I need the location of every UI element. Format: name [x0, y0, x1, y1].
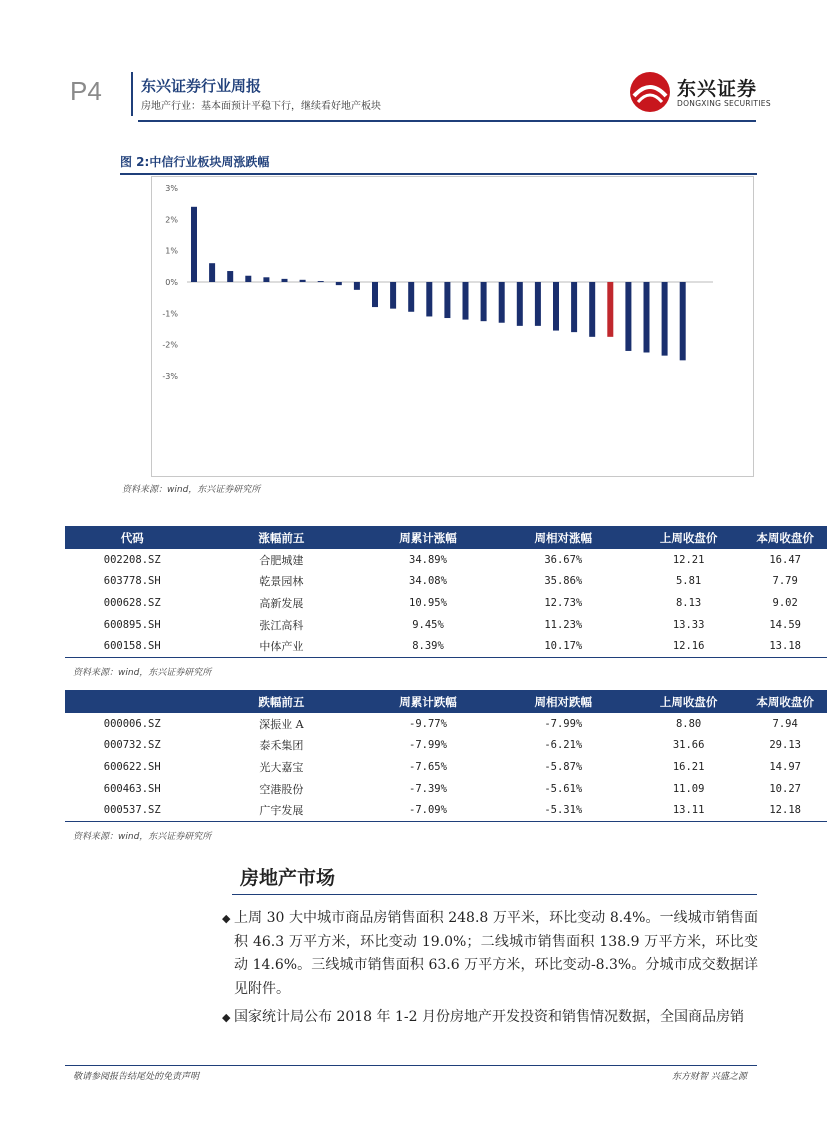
- bar: [499, 282, 505, 323]
- bar: [263, 277, 269, 282]
- bar: [318, 281, 324, 282]
- prev-close: 8.80: [675, 717, 702, 730]
- table-row: [65, 592, 827, 614]
- col-header: 跌幅前五: [199, 690, 363, 713]
- footer-rule: [65, 1065, 757, 1066]
- col-header: 上周收盘价: [634, 690, 743, 713]
- this-close: 14.59: [769, 618, 801, 631]
- header-divider: [131, 72, 133, 116]
- prev-close: 16.21: [672, 760, 705, 773]
- y-tick-label: 1%: [165, 246, 178, 256]
- this-close: 9.02: [772, 596, 798, 609]
- this-close: 12.18: [743, 799, 827, 821]
- bar: [191, 207, 197, 282]
- bar: [227, 271, 233, 282]
- bar: [680, 282, 686, 360]
- this-close: 7.94: [772, 717, 798, 730]
- bar: [390, 282, 396, 309]
- report-subtitle: 房地产行业：基本面预计平稳下行，继续看好地产板块: [141, 101, 381, 112]
- bar: [625, 282, 631, 351]
- diamond-bullet-icon: ◆: [222, 1011, 231, 1024]
- y-tick-label: 2%: [165, 215, 178, 225]
- gainers-source: 资料来源：wind，东兴证券研究所: [73, 668, 212, 678]
- col-header: 涨幅前五: [199, 526, 363, 549]
- y-tick-label: -1%: [162, 309, 178, 319]
- logo-cn-text: 东兴证券: [677, 78, 758, 100]
- col-header: 上周收盘价: [634, 526, 743, 549]
- y-tick-label: 3%: [165, 184, 178, 193]
- cum-change: -7.39%: [409, 782, 447, 795]
- rel-change: 35.86%: [544, 575, 583, 588]
- this-close: 10.27: [769, 782, 801, 795]
- stock-code: 002208.SZ: [103, 553, 161, 566]
- bar: [372, 282, 378, 307]
- rel-change: -5.31%: [493, 799, 634, 821]
- this-close: 13.18: [743, 635, 827, 657]
- y-tick-label: -2%: [162, 340, 178, 350]
- rel-change: -7.99%: [544, 717, 583, 730]
- cum-change: 9.45%: [412, 618, 444, 631]
- stock-name: 广宇发展: [199, 799, 363, 821]
- bullet-text: 国家统计局公布 2018 年 1-2 月份房地产开发投资和销售情况数据，全国商品房销: [234, 1009, 744, 1025]
- y-tick-label: 0%: [165, 278, 178, 287]
- bar: [463, 282, 469, 320]
- this-close: 29.13: [769, 739, 801, 752]
- table-row: [65, 571, 827, 593]
- rel-change: 36.67%: [544, 553, 583, 566]
- bar-chart: [151, 176, 753, 476]
- stock-name: 张江高科: [259, 618, 304, 632]
- this-close: 16.47: [769, 553, 801, 566]
- prev-close: 31.66: [672, 739, 705, 752]
- stock-code: 600622.SH: [103, 760, 161, 773]
- bar: [662, 282, 668, 356]
- stock-code: 000006.SZ: [103, 717, 161, 730]
- section-rule: [232, 894, 757, 895]
- rel-change: -5.87%: [544, 760, 583, 773]
- figure-source: 资料来源：wind，东兴证券研究所: [122, 485, 261, 495]
- stock-name: 光大嘉宝: [259, 760, 304, 774]
- stock-code: 600463.SH: [103, 782, 161, 795]
- figure-title: 图 2:中信行业板块周涨跌幅: [120, 155, 270, 169]
- stock-code: 000628.SZ: [103, 596, 161, 609]
- cum-change: 34.08%: [409, 575, 447, 588]
- stock-code: 000537.SZ: [65, 799, 199, 821]
- page-number: P4: [70, 76, 102, 106]
- rel-change: -6.21%: [544, 739, 583, 752]
- bar: [408, 282, 414, 312]
- table-header-row: [65, 526, 827, 549]
- bar: [300, 280, 306, 282]
- col-header: 周相对涨幅: [493, 526, 634, 549]
- stock-name: 泰禾集团: [259, 739, 304, 753]
- bar: [535, 282, 541, 326]
- footer-disclaimer: 敬请参阅报告结尾处的免责声明: [73, 1072, 200, 1082]
- stock-name: 高新发展: [259, 596, 304, 610]
- losers-table: [65, 690, 827, 822]
- prev-close: 11.09: [672, 782, 705, 795]
- losers-source: 资料来源：wind，东兴证券研究所: [73, 832, 212, 842]
- section-title: 房地产市场: [240, 867, 336, 889]
- prev-close: 8.13: [675, 596, 702, 609]
- cum-change: -7.99%: [409, 739, 447, 752]
- prev-close: 12.16: [634, 635, 743, 657]
- cum-change: 10.95%: [409, 596, 447, 609]
- this-close: 7.79: [772, 575, 798, 588]
- stock-code: 000732.SZ: [103, 739, 161, 752]
- bar: [481, 282, 487, 321]
- stock-code: 600158.SH: [65, 635, 199, 657]
- prev-close: 12.21: [672, 553, 705, 566]
- cum-change: 34.89%: [409, 553, 447, 566]
- header-rule: [138, 120, 756, 122]
- bar: [553, 282, 559, 331]
- stock-name: 乾景园林: [259, 575, 304, 589]
- rel-change: 10.17%: [493, 635, 634, 657]
- bar: [354, 282, 360, 290]
- bullet-text: 上周 30 大中城市商品房销售面积 248.8 万平米，环比变动 8.4%。一线城市销售面积 46.3 万平方米，环比变动 19.0%；二线城市销售面积 138.9 万平方米，环比变动 14.6%。三线城市销售面积 63.6 万平方米，环比变动-8.3%。分城市成交数据详见附件。: [234, 910, 758, 997]
- gainers-table: [65, 526, 827, 658]
- bar: [644, 282, 650, 353]
- bar: [209, 263, 215, 282]
- table-row: [65, 778, 827, 800]
- prev-close: 5.81: [675, 575, 702, 588]
- diamond-bullet-icon: ◆: [222, 912, 231, 925]
- prev-close: 13.33: [672, 618, 705, 631]
- table-row: [65, 635, 827, 657]
- bullet-paragraph: [222, 907, 758, 1001]
- stock-code: 600895.SH: [103, 618, 161, 631]
- bar: [589, 282, 595, 337]
- col-header: 周累计跌幅: [363, 690, 492, 713]
- bar: [245, 276, 251, 282]
- stock-name: 空港股份: [259, 782, 304, 796]
- col-header: 周相对跌幅: [493, 690, 634, 713]
- stock-code: 603778.SH: [103, 575, 161, 588]
- col-header: 本周收盘价: [743, 526, 827, 549]
- col-header: 本周收盘价: [743, 690, 827, 713]
- figure-rule: [120, 173, 757, 175]
- bullet-paragraph: [222, 1006, 758, 1030]
- stock-name: 合肥城建: [259, 553, 304, 567]
- table-row: [65, 799, 827, 821]
- rel-change: 12.73%: [544, 596, 583, 609]
- table-row: [65, 713, 827, 735]
- col-header: 代码: [65, 526, 199, 549]
- y-tick-label: -3%: [162, 372, 178, 381]
- table-row: [65, 549, 827, 571]
- rel-change: 11.23%: [544, 618, 583, 631]
- cum-change: -7.65%: [409, 760, 447, 773]
- stock-name: 深振业 A: [259, 717, 304, 731]
- bar: [444, 282, 450, 318]
- table-row: [65, 756, 827, 778]
- bar-highlight: [607, 282, 613, 337]
- bar: [571, 282, 577, 332]
- report-title: 东兴证券行业周报: [141, 77, 262, 95]
- rel-change: -5.61%: [544, 782, 583, 795]
- col-header: [65, 690, 199, 713]
- logo-en-text: DONGXING SECURITIES: [677, 99, 771, 108]
- table-row: [65, 735, 827, 757]
- bar: [282, 279, 288, 282]
- cum-change: -9.77%: [409, 717, 447, 730]
- stock-name: 中体产业: [199, 635, 363, 657]
- this-close: 14.97: [769, 760, 801, 773]
- prev-close: 13.11: [634, 799, 743, 821]
- cum-change: 8.39%: [363, 635, 492, 657]
- bar: [426, 282, 432, 316]
- bar: [517, 282, 523, 326]
- footer-slogan: 东方财智 兴盛之源: [672, 1072, 747, 1082]
- col-header: 周累计涨幅: [363, 526, 492, 549]
- table-header-row: [65, 690, 827, 713]
- bar: [336, 282, 342, 285]
- cum-change: -7.09%: [363, 799, 492, 821]
- table-row: [65, 614, 827, 636]
